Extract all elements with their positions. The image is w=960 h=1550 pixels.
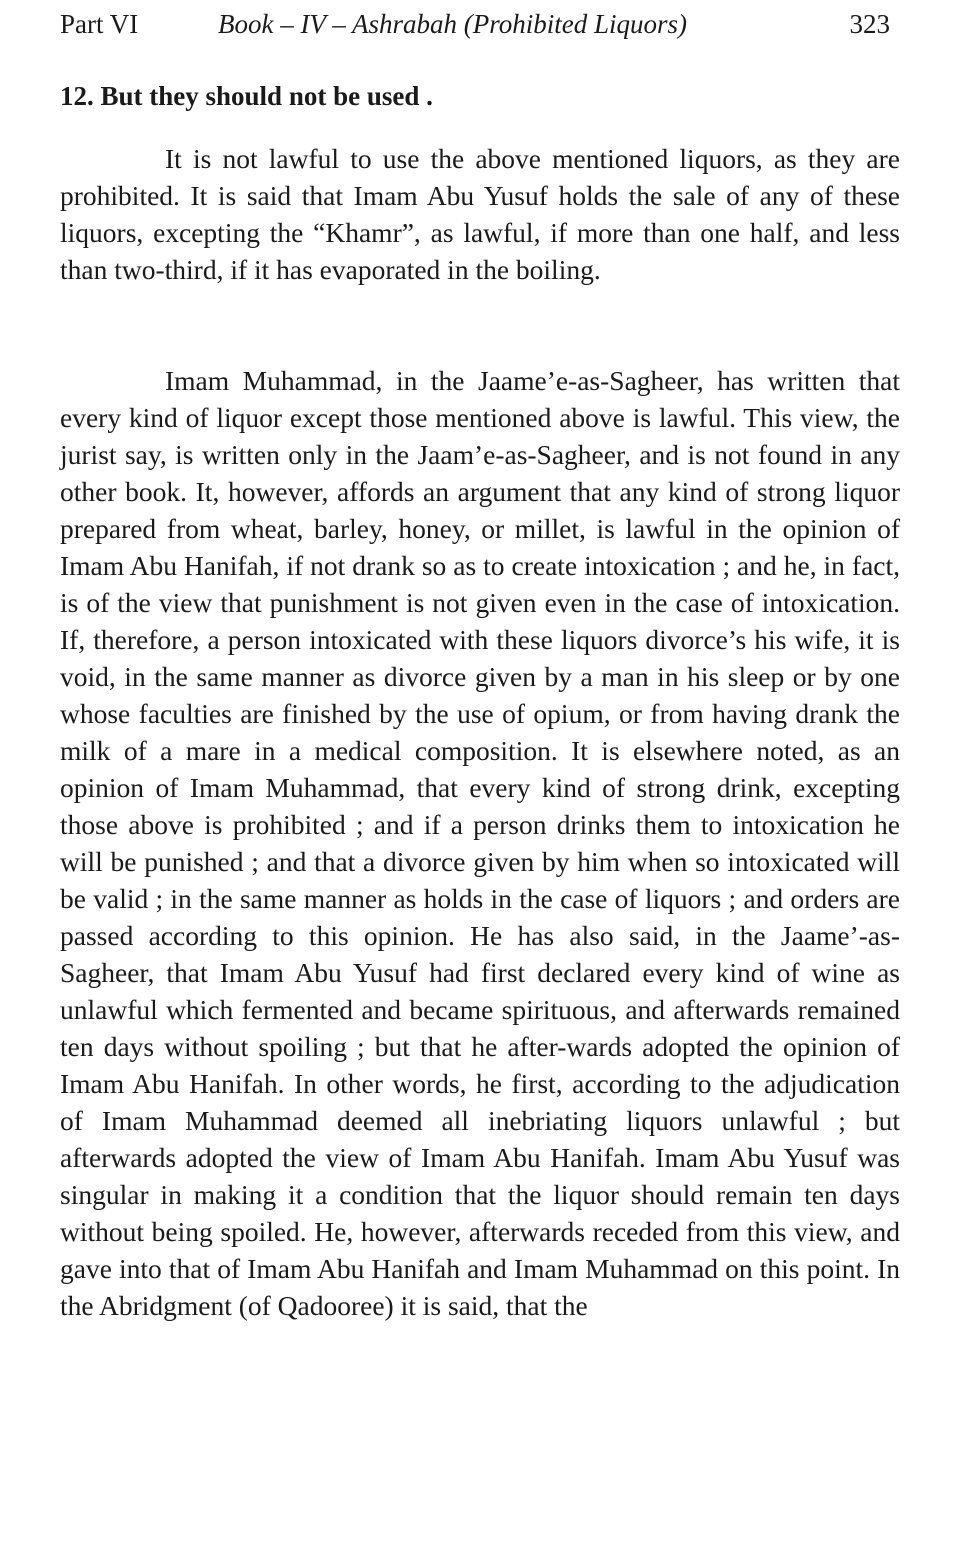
book-title: Book – IV – Ashrabah (Prohibited Liquors) [218, 9, 687, 39]
page-number: 323 [849, 9, 890, 39]
paragraph: Imam Muhammad, in the Jaame’e-as-Sagheer, has written that every kind of liquor except those mentioned above is lawful. This view, the jurist say, is written only in the Jaam’e-as-Sagheer, and is not found in any other book. It, however, affords an argument that any kind of strong liquor prepared from wheat, barley, honey, or millet, is lawful in the opinion of Imam Abu Hanifah, if not drank so as to create intoxication ; and he, in fact, is of the view that punishment is not given even in the case of intoxication. If, therefore, a person intoxicated with these liquors divorce’s his wife, it is void, in the same manner as divorce given by a man in his sleep or by one whose faculties are finished by the use of opium, or from having drank the milk of a mare in a medical composition. It is elsewhere noted, as an opinion of Imam Muhammad, that every kind of strong drink, excepting those above is prohibited ; and if a person drinks them to intoxication he will be punished ; and that a divorce given by him when so intoxicated will be valid ; in the same manner as holds in the case of liquors ; and orders are passed according to this opinion. He has also said, in the Jaame’-as-Sagheer, that Imam Abu Yusuf had first declared every kind of wine as unlawful which fermented and became spirituous, and afterwards remained ten days without spoiling ; but that he after-wards adopted the opinion of Imam Abu Hanifah. In other words, he first, according to the adjudication of Imam Muhammad deemed all inebriating liquors unlawful ; but afterwards adopted the view of Imam Abu Hanifah. Imam Abu Yusuf was singular in making it a condition that the liquor should remain ten days without being spoiled. He, however, afterwards receded from this view, and gave into that of Imam Abu Hanifah and Imam Muhammad on this point. In the Abridgment (of Qadooree) it is said, that the [60, 365, 900, 1321]
paragraph: It is not lawful to use the above mentioned liquors, as they are prohibited. It is said that Imam Abu Yusuf holds the sale of any of these liquors, excepting the “Khamr”, as lawful, if more than one half, and less than two-third, if it has evaporated in the boiling. [60, 143, 900, 285]
section-heading: 12. But they should not be used . [60, 81, 433, 111]
running-header [60, 4, 900, 44]
part-label: Part VI [60, 9, 139, 39]
book-page [60, 0, 900, 1550]
